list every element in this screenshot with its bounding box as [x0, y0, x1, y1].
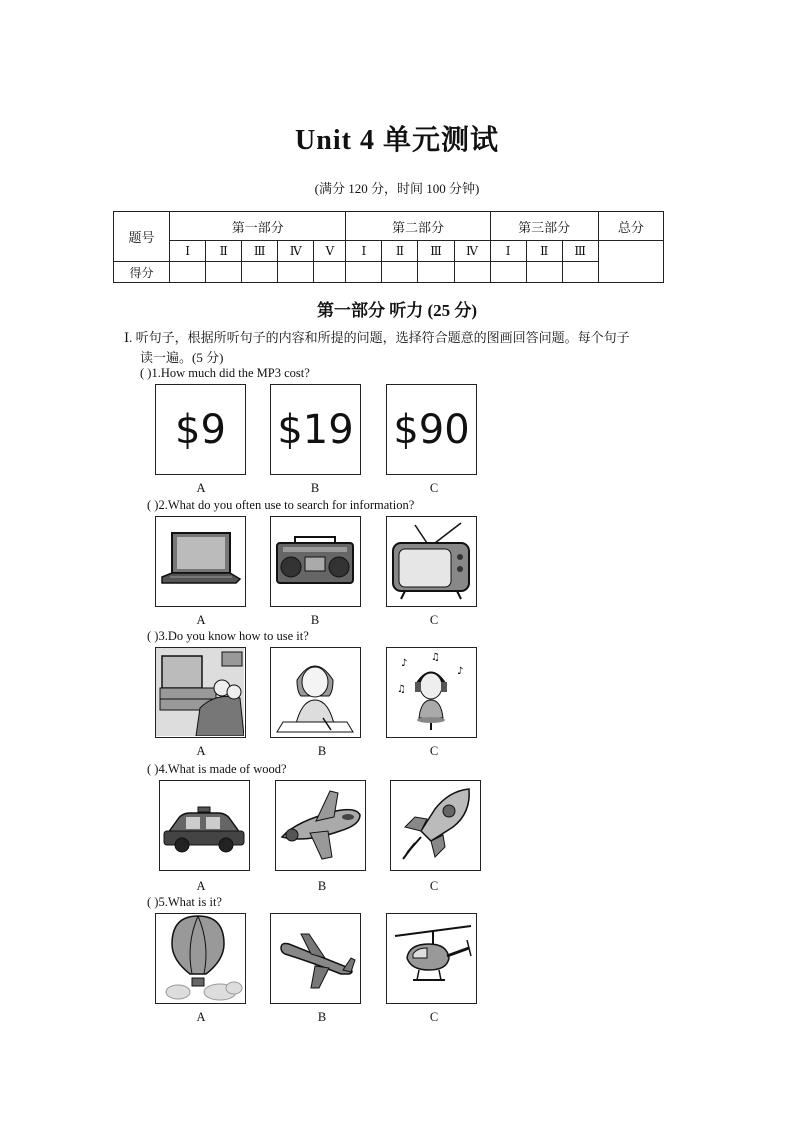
q1-label-a: A [196, 481, 206, 495]
col-p3-3: Ⅲ [562, 241, 598, 262]
q4-option-a-image [159, 780, 250, 871]
header-part3: 第三部分 [490, 212, 598, 241]
score-cell[interactable] [382, 262, 418, 283]
score-cell[interactable] [278, 262, 314, 283]
q1-label-b: B [310, 481, 320, 495]
price-9: $9 [175, 406, 226, 453]
header-part1: 第一部分 [170, 212, 346, 241]
q3-label-c: C [429, 744, 439, 758]
col-p2-4: Ⅳ [454, 241, 490, 262]
header-part2: 第二部分 [346, 212, 490, 241]
q5-label-c: C [429, 1010, 439, 1024]
q4-option-c-image [390, 780, 481, 871]
col-p1-4: Ⅳ [278, 241, 314, 262]
score-cell[interactable] [418, 262, 454, 283]
question-2-text: ( )2.What do you often use to search for information? [147, 498, 415, 512]
television-icon [387, 517, 475, 605]
q3-label-a: A [196, 744, 206, 758]
question-5-text: ( )5.What is it? [147, 895, 222, 909]
q5-option-b-image [270, 913, 361, 1004]
svg-text:♫: ♫ [397, 684, 406, 695]
q3-option-a-image [155, 647, 246, 738]
q4-option-b-image [275, 780, 366, 871]
col-p1-2: Ⅱ [206, 241, 242, 262]
question-4-text: ( )4.What is made of wood? [147, 762, 287, 776]
q2-option-a-image [155, 516, 246, 607]
laptop-icon [156, 517, 244, 605]
airplane-icon [271, 914, 359, 1002]
price-90: $90 [393, 406, 470, 453]
q4-label-a: A [196, 879, 206, 893]
rocket-icon [391, 781, 479, 869]
q1-label-c: C [429, 481, 439, 495]
label-score: 得分 [114, 262, 170, 283]
q5-option-a-image [155, 913, 246, 1004]
score-cell[interactable] [346, 262, 382, 283]
svg-text:♫: ♫ [431, 652, 440, 663]
radio-cassette-icon [271, 517, 359, 605]
label-total: 总分 [598, 212, 663, 241]
helicopter-icon [387, 914, 475, 1002]
col-p1-3: Ⅲ [242, 241, 278, 262]
space-shuttle-icon [276, 781, 364, 869]
col-p3-2: Ⅱ [526, 241, 562, 262]
label-question: 题号 [114, 212, 170, 262]
girl-with-headphones-icon [387, 648, 475, 736]
col-p3-1: Ⅰ [490, 241, 526, 262]
q1-option-a-image [155, 384, 246, 475]
total-score-cell[interactable] [598, 241, 663, 283]
q5-label-b: B [317, 1010, 327, 1024]
score-cell[interactable] [526, 262, 562, 283]
svg-text:♪: ♪ [457, 666, 464, 677]
svg-text:♪: ♪ [401, 658, 408, 669]
page-subtitle: (满分 120 分，时间 100 分钟) [314, 181, 480, 196]
score-cell[interactable] [206, 262, 242, 283]
question-3-text: ( )3.Do you know how to use it? [147, 629, 309, 643]
score-cell[interactable] [454, 262, 490, 283]
col-p2-1: Ⅰ [346, 241, 382, 262]
col-p1-5: Ⅴ [314, 241, 346, 262]
col-p2-2: Ⅱ [382, 241, 418, 262]
kids-watching-tv-icon [156, 648, 244, 736]
page-title: Unit 4 单元测试 [295, 125, 499, 156]
section-title: 第一部分 听力 (25 分) [316, 301, 478, 320]
score-cell[interactable] [242, 262, 278, 283]
q3-option-b-image [270, 647, 361, 738]
q2-option-c-image [386, 516, 477, 607]
girl-writing-icon [271, 648, 359, 736]
taxi-icon [160, 781, 248, 869]
q4-label-b: B [317, 879, 327, 893]
q5-option-c-image [386, 913, 477, 1004]
q2-label-c: C [429, 613, 439, 627]
hot-air-balloon-icon [156, 914, 244, 1002]
col-p2-3: Ⅲ [418, 241, 454, 262]
q2-label-a: A [196, 613, 206, 627]
q2-option-b-image [270, 516, 361, 607]
col-p1-1: Ⅰ [170, 241, 206, 262]
instruction-line-2: 读一遍。(5 分) [140, 350, 224, 365]
instruction-line-1: Ⅰ. 听句子，根据所听句子的内容和所提的问题，选择符合题意的图画回答问题。每个句子 [124, 330, 630, 345]
q3-option-c-image [386, 647, 477, 738]
score-cell[interactable] [562, 262, 598, 283]
question-1-text: ( )1.How much did the MP3 cost? [140, 366, 310, 380]
q5-label-a: A [196, 1010, 206, 1024]
score-table [113, 211, 664, 283]
q1-option-b-image [270, 384, 361, 475]
score-cell[interactable] [314, 262, 346, 283]
q3-label-b: B [317, 744, 327, 758]
q1-option-c-image [386, 384, 477, 475]
q2-label-b: B [310, 613, 320, 627]
q4-label-c: C [429, 879, 439, 893]
score-cell[interactable] [490, 262, 526, 283]
score-cell[interactable] [170, 262, 206, 283]
price-19: $19 [277, 406, 354, 453]
